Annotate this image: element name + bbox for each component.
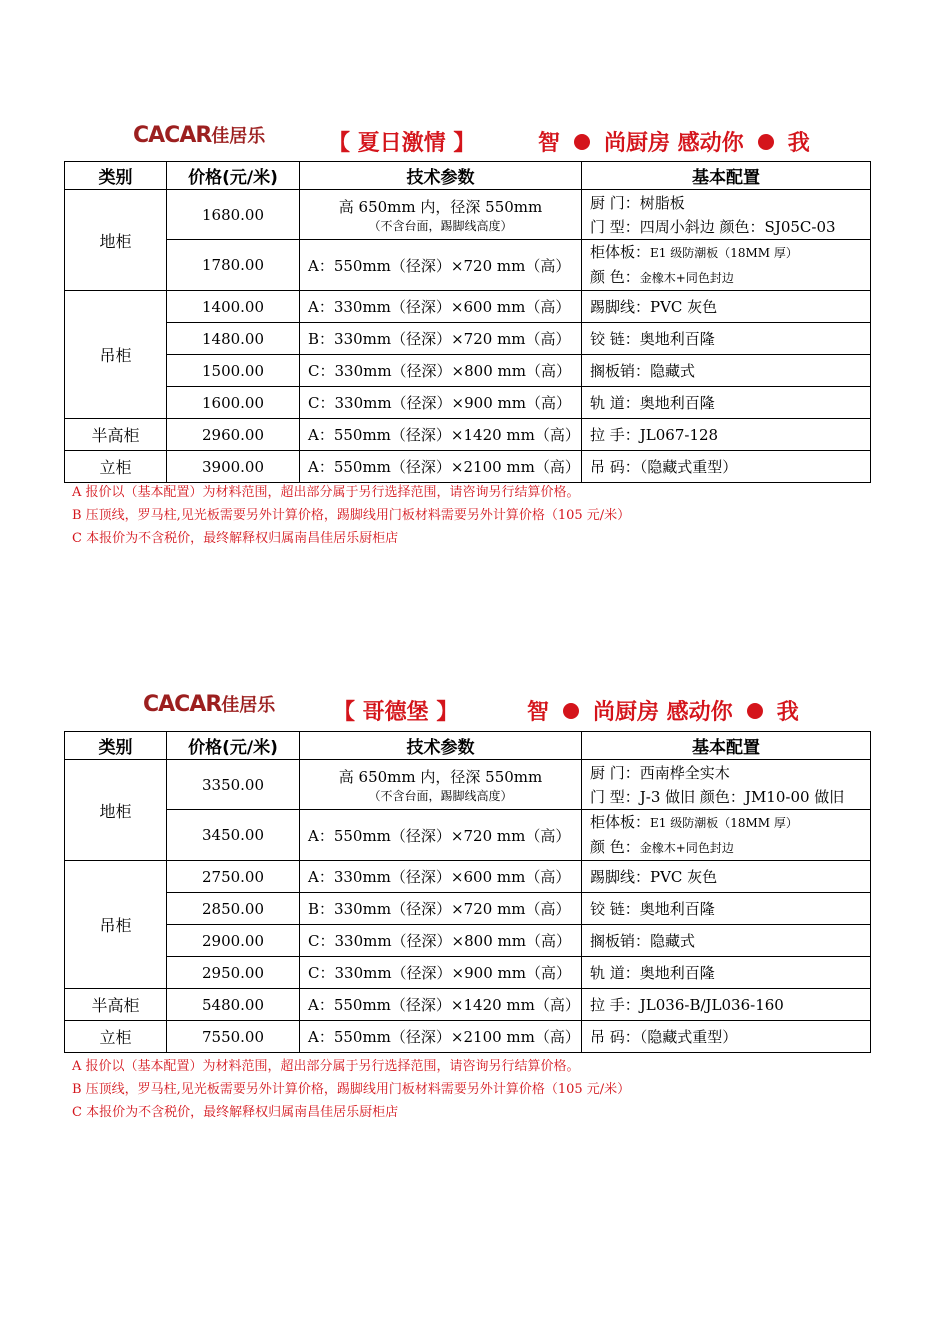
category-cell: 吊柜	[65, 291, 167, 419]
table-row	[65, 893, 871, 925]
note-a: A 报价以（基本配置）为材料范围，超出部分属于另行选择范围，请咨询另行结算价格。	[72, 485, 580, 500]
category-cell: 吊柜	[65, 861, 167, 989]
price-table	[64, 731, 871, 1053]
logo-cn: 佳居乐	[221, 695, 276, 716]
table-row	[65, 419, 871, 451]
spec-cell: 高 650mm 内，径深 550mm （不含台面，踢脚线高度）	[300, 190, 582, 240]
config-cell: 搁板销：隐藏式	[582, 355, 871, 387]
slogan: 智 尚厨房 感动你 我	[538, 131, 810, 156]
category-cell: 半高柜	[65, 419, 167, 451]
config-cell: 厨 门：西南桦全实木 门 型：J-3 做旧 颜色：JM10-00 做旧	[582, 760, 871, 810]
table-row	[65, 810, 871, 861]
spec-cell: B：330mm（径深）×720 mm（高）	[300, 323, 582, 355]
spec-cell: B：330mm（径深）×720 mm（高）	[300, 893, 582, 925]
price-cell: 2950.00	[167, 957, 300, 989]
spec-cell: A：550mm（径深）×2100 mm（高）	[300, 451, 582, 483]
price-cell: 3900.00	[167, 451, 300, 483]
col-header-config: 基本配置	[582, 162, 871, 190]
col-header-category: 类别	[65, 732, 167, 760]
spec-cell: A：550mm（径深）×2100 mm（高）	[300, 1021, 582, 1053]
price-cell: 2850.00	[167, 893, 300, 925]
price-cell: 1680.00	[167, 190, 300, 240]
price-table	[64, 161, 871, 483]
red-dot-icon	[758, 134, 774, 150]
price-cell: 2960.00	[167, 419, 300, 451]
config-cell: 柜体板：E1 级防潮板（18MM 厚） 颜 色：金橡木+同色封边	[582, 810, 871, 861]
category-cell: 地柜	[65, 760, 167, 861]
spec-cell: C：330mm（径深）×900 mm（高）	[300, 387, 582, 419]
red-dot-icon	[574, 134, 590, 150]
note-b: B 压顶线，罗马柱,见光板需要另外计算价格，踢脚线用门板材料需要另外计算价格（105 元/米）	[72, 508, 631, 523]
col-header-config: 基本配置	[582, 732, 871, 760]
config-cell: 吊 码：（隐藏式重型）	[582, 1021, 871, 1053]
spec-cell: C：330mm（径深）×900 mm（高）	[300, 957, 582, 989]
note-b: B 压顶线，罗马柱,见光板需要另外计算价格，踢脚线用门板材料需要另外计算价格（105 元/米）	[72, 1082, 631, 1097]
config-cell: 踢脚线：PVC 灰色	[582, 291, 871, 323]
spec-cell: A：550mm（径深）×1420 mm（高）	[300, 989, 582, 1021]
config-cell: 轨 道：奥地利百隆	[582, 957, 871, 989]
table-row	[65, 190, 871, 240]
config-cell: 踢脚线：PVC 灰色	[582, 861, 871, 893]
note-c: C 本报价为不含税价，最终解释权归属南昌佳居乐厨柜店	[72, 531, 399, 546]
table-row	[65, 925, 871, 957]
category-cell: 立柜	[65, 451, 167, 483]
config-cell: 拉 手：JL036-B/JL036-160	[582, 989, 871, 1021]
table-header-row	[65, 162, 871, 190]
logo-en: CACAR	[133, 123, 212, 148]
config-cell: 吊 码：（隐藏式重型）	[582, 451, 871, 483]
table-row	[65, 760, 871, 810]
table-row	[65, 989, 871, 1021]
logo-cn: 佳居乐	[211, 126, 266, 147]
price-cell: 5480.00	[167, 989, 300, 1021]
product-title: 【 哥德堡 】	[333, 700, 459, 725]
col-header-category: 类别	[65, 162, 167, 190]
logo-en: CACAR	[143, 692, 222, 717]
category-cell: 半高柜	[65, 989, 167, 1021]
price-cell: 7550.00	[167, 1021, 300, 1053]
spec-cell: C：330mm（径深）×800 mm（高）	[300, 355, 582, 387]
spec-cell: A：550mm（径深）×720 mm（高）	[300, 810, 582, 861]
category-cell: 地柜	[65, 190, 167, 291]
config-cell: 铰 链：奥地利百隆	[582, 323, 871, 355]
spec-cell: C：330mm（径深）×800 mm（高）	[300, 925, 582, 957]
table-header-row	[65, 732, 871, 760]
table-row	[65, 957, 871, 989]
spec-cell: A：550mm（径深）×1420 mm（高）	[300, 419, 582, 451]
col-header-price: 价格(元/米)	[167, 162, 300, 190]
note-a: A 报价以（基本配置）为材料范围，超出部分属于另行选择范围，请咨询另行结算价格。	[72, 1059, 580, 1074]
table-row	[65, 451, 871, 483]
config-cell: 搁板销：隐藏式	[582, 925, 871, 957]
config-cell: 柜体板：E1 级防潮板（18MM 厚） 颜 色：金橡木+同色封边	[582, 240, 871, 291]
spec-cell: A：550mm（径深）×720 mm（高）	[300, 240, 582, 291]
notes	[72, 481, 630, 550]
col-header-price: 价格(元/米)	[167, 732, 300, 760]
price-cell: 2900.00	[167, 925, 300, 957]
table-row	[65, 291, 871, 323]
config-cell: 拉 手：JL067-128	[582, 419, 871, 451]
spec-cell: A：330mm（径深）×600 mm（高）	[300, 291, 582, 323]
category-cell: 立柜	[65, 1021, 167, 1053]
price-cell: 2750.00	[167, 861, 300, 893]
note-c: C 本报价为不含税价，最终解释权归属南昌佳居乐厨柜店	[72, 1105, 399, 1120]
price-cell: 3350.00	[167, 760, 300, 810]
config-cell: 轨 道：奥地利百隆	[582, 387, 871, 419]
col-header-spec: 技术参数	[300, 732, 582, 760]
notes	[72, 1055, 630, 1124]
config-cell: 厨 门：树脂板 门 型：四周小斜边 颜色：SJ05C-03	[582, 190, 871, 240]
red-dot-icon	[563, 703, 579, 719]
table-row	[65, 240, 871, 291]
price-cell: 1480.00	[167, 323, 300, 355]
price-cell: 1600.00	[167, 387, 300, 419]
table-row	[65, 355, 871, 387]
brand-logo	[133, 122, 265, 148]
table-row	[65, 1021, 871, 1053]
table-row	[65, 387, 871, 419]
price-cell: 1500.00	[167, 355, 300, 387]
price-cell: 1780.00	[167, 240, 300, 291]
col-header-spec: 技术参数	[300, 162, 582, 190]
spec-cell: 高 650mm 内，径深 550mm （不含台面，踢脚线高度）	[300, 760, 582, 810]
config-cell: 铰 链：奥地利百隆	[582, 893, 871, 925]
price-cell: 3450.00	[167, 810, 300, 861]
table-row	[65, 861, 871, 893]
spec-cell: A：330mm（径深）×600 mm（高）	[300, 861, 582, 893]
table-row	[65, 323, 871, 355]
red-dot-icon	[747, 703, 763, 719]
price-cell: 1400.00	[167, 291, 300, 323]
product-title: 【 夏日激情 】	[328, 131, 476, 156]
brand-logo	[143, 691, 275, 717]
slogan: 智 尚厨房 感动你 我	[527, 700, 799, 725]
